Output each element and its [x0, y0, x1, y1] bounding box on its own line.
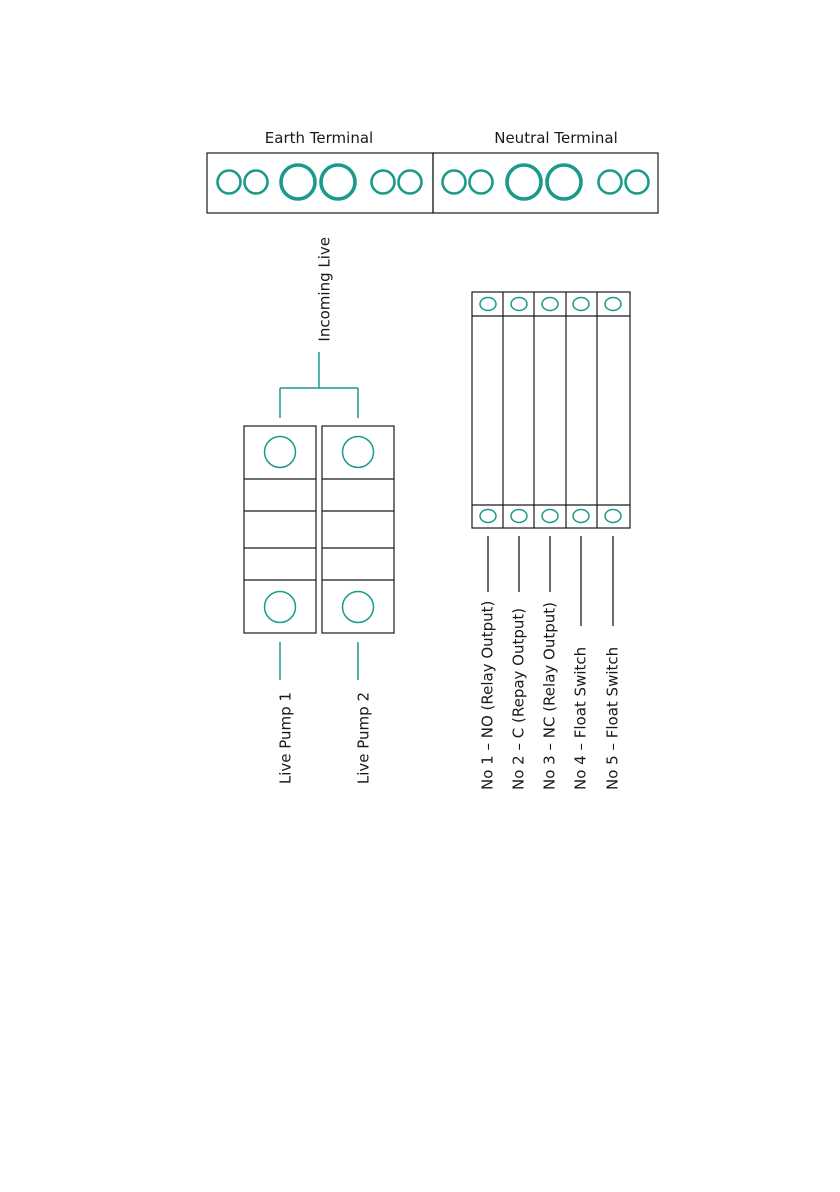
neutral-screw-large — [547, 165, 581, 199]
breaker-pole-2 — [322, 426, 394, 633]
relay-top-screw — [542, 298, 558, 311]
breaker-pole-body — [244, 426, 316, 633]
breaker-bottom-screw — [265, 592, 296, 623]
neutral-screw-small — [626, 171, 649, 194]
relay-bottom-screw — [573, 510, 589, 523]
relay-terminal-label-3: No 3 – NC (Relay Output) — [540, 602, 559, 790]
earth-screw-small — [372, 171, 395, 194]
breaker-pole-body — [322, 426, 394, 633]
neutral-screw-small — [443, 171, 466, 194]
breaker-top-screw — [343, 437, 374, 468]
earth-screw-large — [281, 165, 315, 199]
relay-bottom-screw — [511, 510, 527, 523]
relay-top-screw — [511, 298, 527, 311]
relay-terminal-label-2: No 2 – C (Repay Output) — [509, 607, 528, 790]
relay-top-screw — [480, 298, 496, 311]
relay-block-body — [472, 292, 630, 528]
relay-terminal-outputs — [479, 536, 622, 790]
earth-screw-small — [399, 171, 422, 194]
relay-bottom-screw — [480, 510, 496, 523]
pump-1-label: Live Pump 1 — [276, 692, 295, 785]
incoming-live-feed — [280, 237, 358, 418]
relay-bottom-screw — [542, 510, 558, 523]
relay-top-screw — [605, 298, 621, 311]
neutral-screw-small — [599, 171, 622, 194]
breaker-top-screw — [265, 437, 296, 468]
relay-bottom-screw — [605, 510, 621, 523]
terminal-block — [207, 129, 658, 213]
relay-terminal-label-5: No 5 – Float Switch — [603, 646, 622, 790]
relay-terminal-label-1: No 1 – NO (Relay Output) — [478, 600, 497, 790]
breaker-bottom-screw — [343, 592, 374, 623]
earth-screw-small — [245, 171, 268, 194]
earth-terminal-label: Earth Terminal — [264, 129, 374, 147]
relay-terminal-label-4: No 4 – Float Switch — [571, 646, 590, 790]
neutral-screw-large — [507, 165, 541, 199]
relay-top-screw — [573, 298, 589, 311]
relay-terminal-block — [472, 292, 630, 528]
neutral-screw-small — [470, 171, 493, 194]
incoming-live-label: Incoming Live — [315, 237, 334, 342]
earth-screw-small — [218, 171, 241, 194]
neutral-terminal-label: Neutral Terminal — [494, 129, 618, 147]
pump-2-label: Live Pump 2 — [354, 692, 373, 785]
breaker-pole-1 — [244, 426, 316, 633]
pump-outputs — [277, 642, 373, 784]
earth-screw-large — [321, 165, 355, 199]
